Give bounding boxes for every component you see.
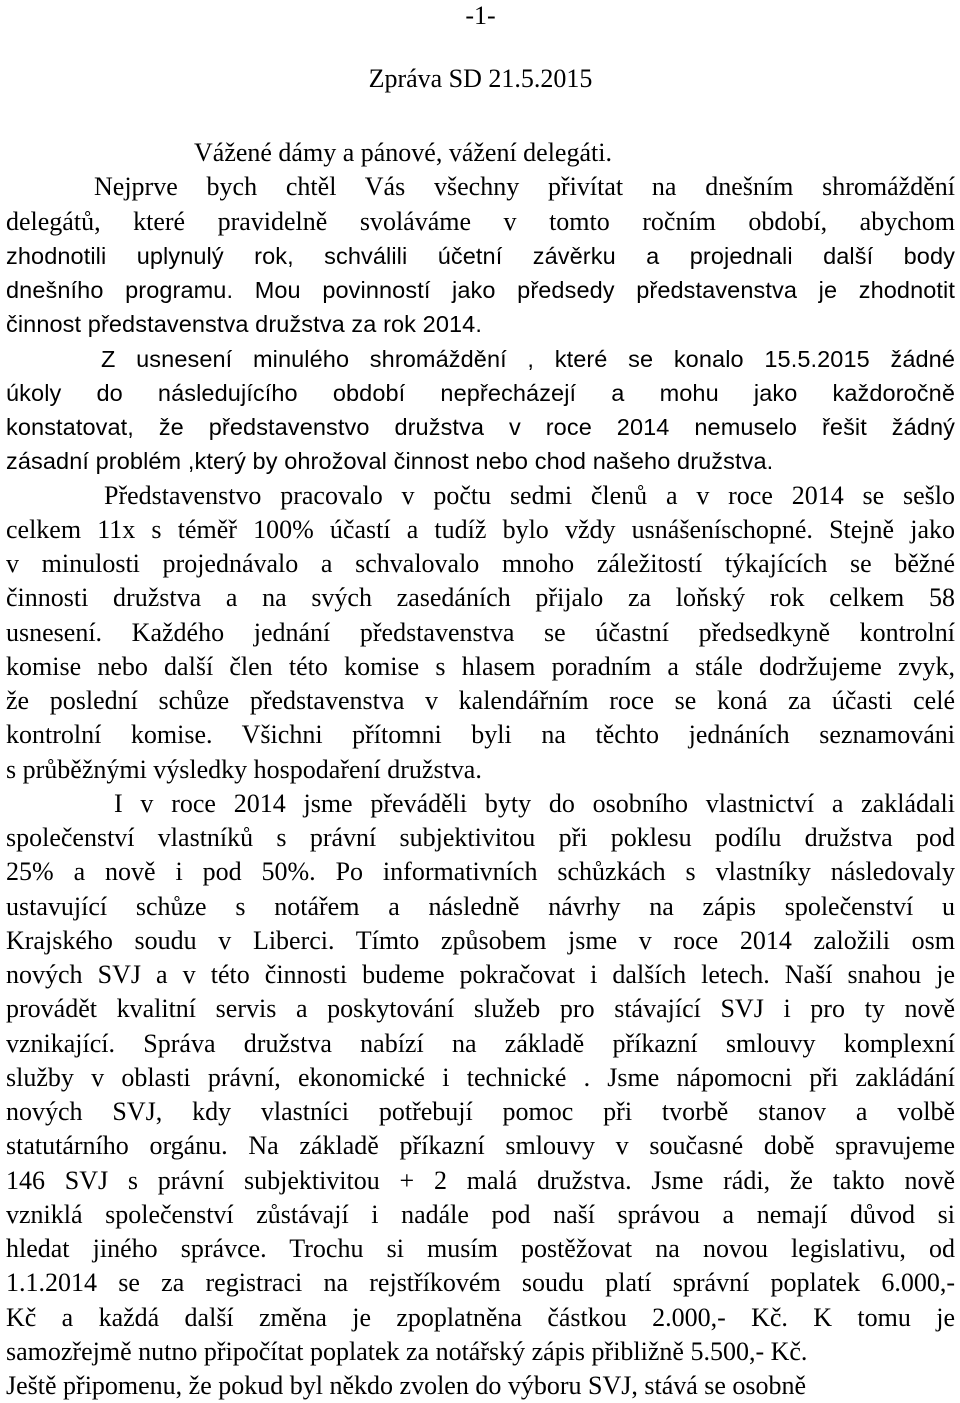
text-line: provádět kvalitní servis a poskytování služeb pro stávající SVJ i pro ty nově xyxy=(6,994,955,1024)
text-line: Ještě připomenu, že pokud byl někdo zvolen do výboru SVJ, stává se osobně xyxy=(6,1371,807,1400)
text-line: nových SVJ, kdy vlastníci potřebují pomoc při tvorbě stanov a volbě xyxy=(6,1097,955,1126)
text-line: Vážené dámy a pánové, vážení delegáti. xyxy=(194,138,612,167)
text-line: zásadní problém ,který by ohrožoval činnost nebo chod našeho družstva. xyxy=(6,448,774,475)
text-line: kontrolní komise. Všichni přítomni byli na těchto jednáních seznamováni xyxy=(6,720,955,750)
page-number: -1- xyxy=(465,1,496,30)
text-line: Krajského soudu v Liberci. Tímto způsobem jsme v roce 2014 založili osm xyxy=(6,925,955,955)
text-line: nových SVJ a v této činnosti budeme pokračovat i dalších letech. Naší snahou je xyxy=(6,960,955,989)
text-line: Z usnesení minulého shromáždění , které se konalo 15.5.2015 žádné xyxy=(101,345,955,372)
text-line: s průběžnými výsledky hospodaření družstva. xyxy=(6,754,482,784)
text-line: zhodnotili uplynulý rok, schválili účetní závěrku a projednali další body xyxy=(6,242,955,269)
text-line: činnost představenstva družstva za rok 2014. xyxy=(6,311,482,338)
text-line: že poslední schůze představenstva v kalendářním roce se koná za účasti celé xyxy=(6,686,955,715)
text-line: Nejprve bych chtěl Vás všechny přivítat na dnešním shromáždění xyxy=(94,172,955,202)
text-line: 1.1.2014 se za registraci na rejstříkovém soudu platí správní poplatek 6.000,- xyxy=(6,1268,955,1298)
text-line: společenství vlastníků s právní subjektivitou při poklesu podílu družstva pod xyxy=(6,823,955,852)
text-line: delegátů, které pravidelně svoláváme v tomto ročním období, abychom xyxy=(6,206,955,236)
document-body xyxy=(6,136,955,1403)
text-line: dnešního programu. Mou povinností jako předsedy představenstva je zhodnotit xyxy=(6,277,955,303)
text-line: činnosti družstva a na svých zasedáních přijalo za loňský rok celkem 58 xyxy=(6,583,955,613)
text-line: 25% a nově i pod 50%. Po informativních schůzkách s vlastníky následovaly xyxy=(6,857,955,887)
text-line: I v roce 2014 jsme převáděli byty do osobního vlastnictví a zakládali xyxy=(114,788,955,818)
text-line: komise nebo další člen této komise s hlasem poradním a stále dodržujeme zvyk, xyxy=(6,651,955,681)
document-title: Zpráva SD 21.5.2015 xyxy=(368,64,593,93)
text-line: vznikající. Správa družstva nabízí na základě příkazní smlouvy komplexní xyxy=(6,1028,955,1058)
text-line: samozřejmě nutno připočítat poplatek za notářský zápis přibližně 5.500,- Kč. xyxy=(6,1336,808,1366)
text-line: ustavující schůze s notářem a následně návrhy na zápis společenství u xyxy=(6,891,955,921)
text-line: úkoly do následujícího období nepřecházejí a mohu jako každoročně xyxy=(6,379,955,406)
text-line: 146 SVJ s právní subjektivitou + 2 malá družstva. Jsme rádi, že takto nově xyxy=(6,1165,955,1195)
text-line: Představenstvo pracovalo v počtu sedmi členů a v roce 2014 se sešlo xyxy=(104,480,955,510)
text-line: v minulosti projednávalo a schvalovalo mnoho záležitostí týkajících se běžné xyxy=(6,549,955,578)
text-line: konstatovat, že představenstvo družstva v roce 2014 nemuselo řešit žádný xyxy=(6,414,955,440)
text-line: celkem 11x s téměř 100% účastí a tudíž bylo vždy usnášeníschopné. Stejně jako xyxy=(6,514,955,544)
text-line: statutárního orgánu. Na základě příkazní smlouvy v současné době spravujeme xyxy=(6,1131,955,1161)
text-line: vzniklá společenství zůstávají i nadále pod naší správou a nemají důvod si xyxy=(6,1199,955,1229)
text-line: usnesení. Každého jednání představenstva se účastní předsedkyně kontrolní xyxy=(6,617,955,647)
text-line: Kč a každá další změna je zpoplatněna částkou 2.000,- Kč. K tomu je xyxy=(6,1302,955,1332)
document-page xyxy=(6,0,955,1400)
text-line: služby v oblasti právní, ekonomické i technické . Jsme nápomocni při zakládání xyxy=(6,1062,955,1092)
text-line: hledat jiného správce. Trochu si musím postěžovat na novou legislativu, od xyxy=(6,1234,955,1263)
